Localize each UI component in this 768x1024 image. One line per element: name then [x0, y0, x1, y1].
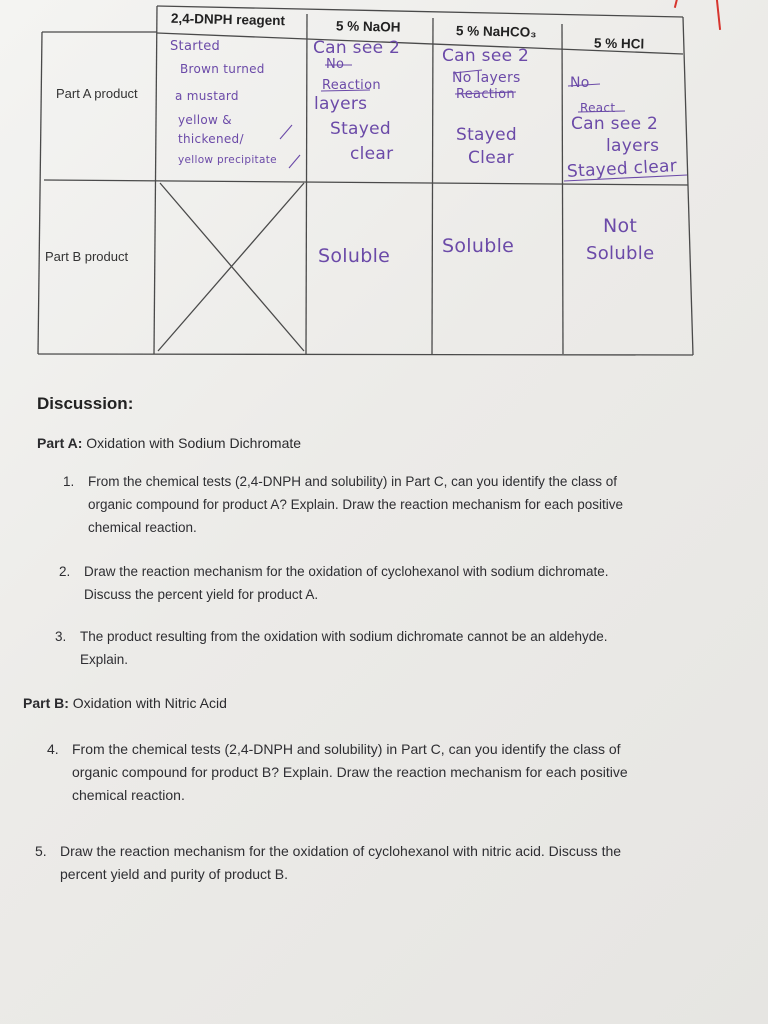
hw-hcl-line: Can see 2 [571, 114, 659, 134]
part-a-label: Part A: [37, 435, 83, 451]
question-line: Explain. [80, 652, 129, 667]
hw-nahco3-line: Clear [468, 148, 514, 168]
hw-hcl-line: layers [606, 136, 660, 156]
hw-dnph-line: Brown turned [180, 62, 265, 76]
hw-hcl-line: React [580, 101, 616, 115]
hw-partb-hcl-line: Not [603, 215, 638, 237]
hw-partb-hcl-line: Soluble [586, 243, 655, 264]
question-line: organic compound for product A? Explain. Draw the reaction mechanism for each positive [88, 497, 624, 512]
header-naoh: 5 % NaOH [335, 18, 401, 35]
hw-naoh-line: layers [314, 94, 368, 114]
part-a-heading [37, 435, 301, 451]
question-line: organic compound for product B? Explain. Draw the reaction mechanism for each positive [72, 764, 628, 780]
question-4 [47, 738, 752, 807]
question-number: 4. [47, 741, 59, 757]
hw-naoh-line: clear [350, 144, 394, 164]
question-line: Draw the reaction mechanism for the oxidation of cyclohexanol with nitric acid. Discuss the [60, 843, 622, 859]
hw-nahco3-line: Reaction [456, 87, 515, 102]
hw-dnph-line: yellow & [178, 113, 232, 127]
hw-nahco3-line: No layers [452, 70, 521, 86]
hw-naoh-line: Can see 2 [313, 38, 401, 58]
question-line: percent yield and purity of product B. [60, 866, 289, 882]
hw-dnph-line: thickened/ [178, 132, 244, 146]
hw-dnph-line: a mustard [175, 89, 239, 103]
discussion-title: Discussion: [37, 394, 134, 413]
hw-nahco3-line: Stayed [456, 125, 517, 145]
question-line: Discuss the percent yield for product A. [84, 587, 319, 602]
part-b-label: Part B: [23, 695, 69, 711]
question-number: 2. [59, 564, 71, 579]
header-hcl: 5 % HCl [593, 35, 645, 52]
hw-naoh-line: Reaction [322, 78, 381, 93]
question-number: 5. [35, 843, 47, 859]
hw-hcl-line: Stayed clear [566, 156, 678, 182]
hw-partb-nahco3: Soluble [442, 235, 515, 257]
question-line: Draw the reaction mechanism for the oxidation of cyclohexanol with sodium dichromate. [84, 564, 609, 579]
part-b-heading [23, 695, 227, 711]
hw-nahco3-line: Can see 2 [442, 46, 530, 66]
question-1 [63, 470, 748, 539]
hw-naoh-line: No [326, 57, 345, 72]
hw-partb-naoh: Soluble [318, 245, 391, 267]
header-dnph: 2,4-DNPH reagent [170, 10, 286, 29]
hw-naoh-line: Stayed [330, 119, 391, 139]
question-number: 3. [55, 629, 67, 644]
question-number: 1. [63, 474, 75, 489]
question-5 [35, 840, 755, 886]
cross-out-mark [158, 183, 304, 351]
hw-dnph-line: Started [170, 39, 221, 54]
row-label-part-b: Part B product [45, 249, 129, 264]
question-3 [55, 625, 750, 671]
question-2 [59, 560, 754, 606]
header-nahco3: 5 % NaHCO₃ [455, 23, 537, 40]
hw-hcl-line: No [570, 75, 590, 91]
hw-dnph-line: yellow precipitate [178, 154, 277, 166]
question-line: chemical reaction. [88, 520, 197, 535]
question-line: chemical reaction. [72, 787, 185, 803]
part-a-text: Oxidation with Sodium Dichromate [86, 435, 302, 451]
question-line: From the chemical tests (2,4-DNPH and solubility) in Part C, can you identify the class of [88, 474, 617, 489]
question-line: The product resulting from the oxidation with sodium dichromate cannot be an aldehyde. [80, 629, 608, 644]
part-b-text: Oxidation with Nitric Acid [72, 695, 227, 711]
question-line: From the chemical tests (2,4-DNPH and solubility) in Part C, can you identify the class of [72, 741, 621, 757]
row-label-part-a: Part A product [56, 86, 138, 101]
